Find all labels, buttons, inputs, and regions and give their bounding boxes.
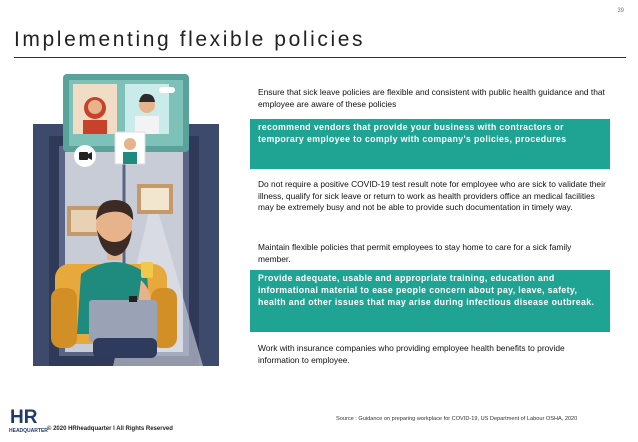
copyright-notice: © 2020 HRheadquarter l All Rights Reserved — [47, 426, 173, 432]
svg-text:HEADQUARTER: HEADQUARTER — [9, 428, 48, 434]
vendor-recommendation-box: recommend vendors that provide your business with contractors or temporary employee to comply with company's policies, procedures — [250, 119, 610, 169]
training-education-box: Provide adequate, usable and appropriate training, education and informational material to ease people concern about pay, leave, safety, health and other issues that may arise during infectious disease outbreak. — [250, 270, 610, 332]
page-number: 39 — [617, 8, 624, 14]
svg-text:HR: HR — [10, 407, 38, 428]
insurance-text: Work with insurance companies who providing employee health benefits to provide information to employee. — [258, 343, 565, 365]
source-citation: Source : Guidance on preparing workplace for COVID-19, US Department of Labour OSHA, 2020 — [336, 416, 578, 422]
page-title: Implementing flexible policies — [14, 28, 366, 51]
covid-test-note-text: Do not require a positive COVID-19 test result note for employee who are sick to validate their illness, qualify for sick leave or return to work as health providers office an medical facilities may be extremely busy and not be able to provide such documentation in timely way. — [258, 179, 606, 212]
hr-headquarter-logo — [8, 404, 48, 434]
sick-leave-policy-text: Ensure that sick leave policies are flexible and consistent with public health guidance and that employee are aware of these policies — [258, 87, 605, 109]
video-call-illustration — [33, 74, 219, 366]
family-care-policy-text: Maintain flexible policies that permit employees to stay home to care for a sick family member. — [258, 242, 572, 264]
title-divider — [14, 57, 626, 58]
